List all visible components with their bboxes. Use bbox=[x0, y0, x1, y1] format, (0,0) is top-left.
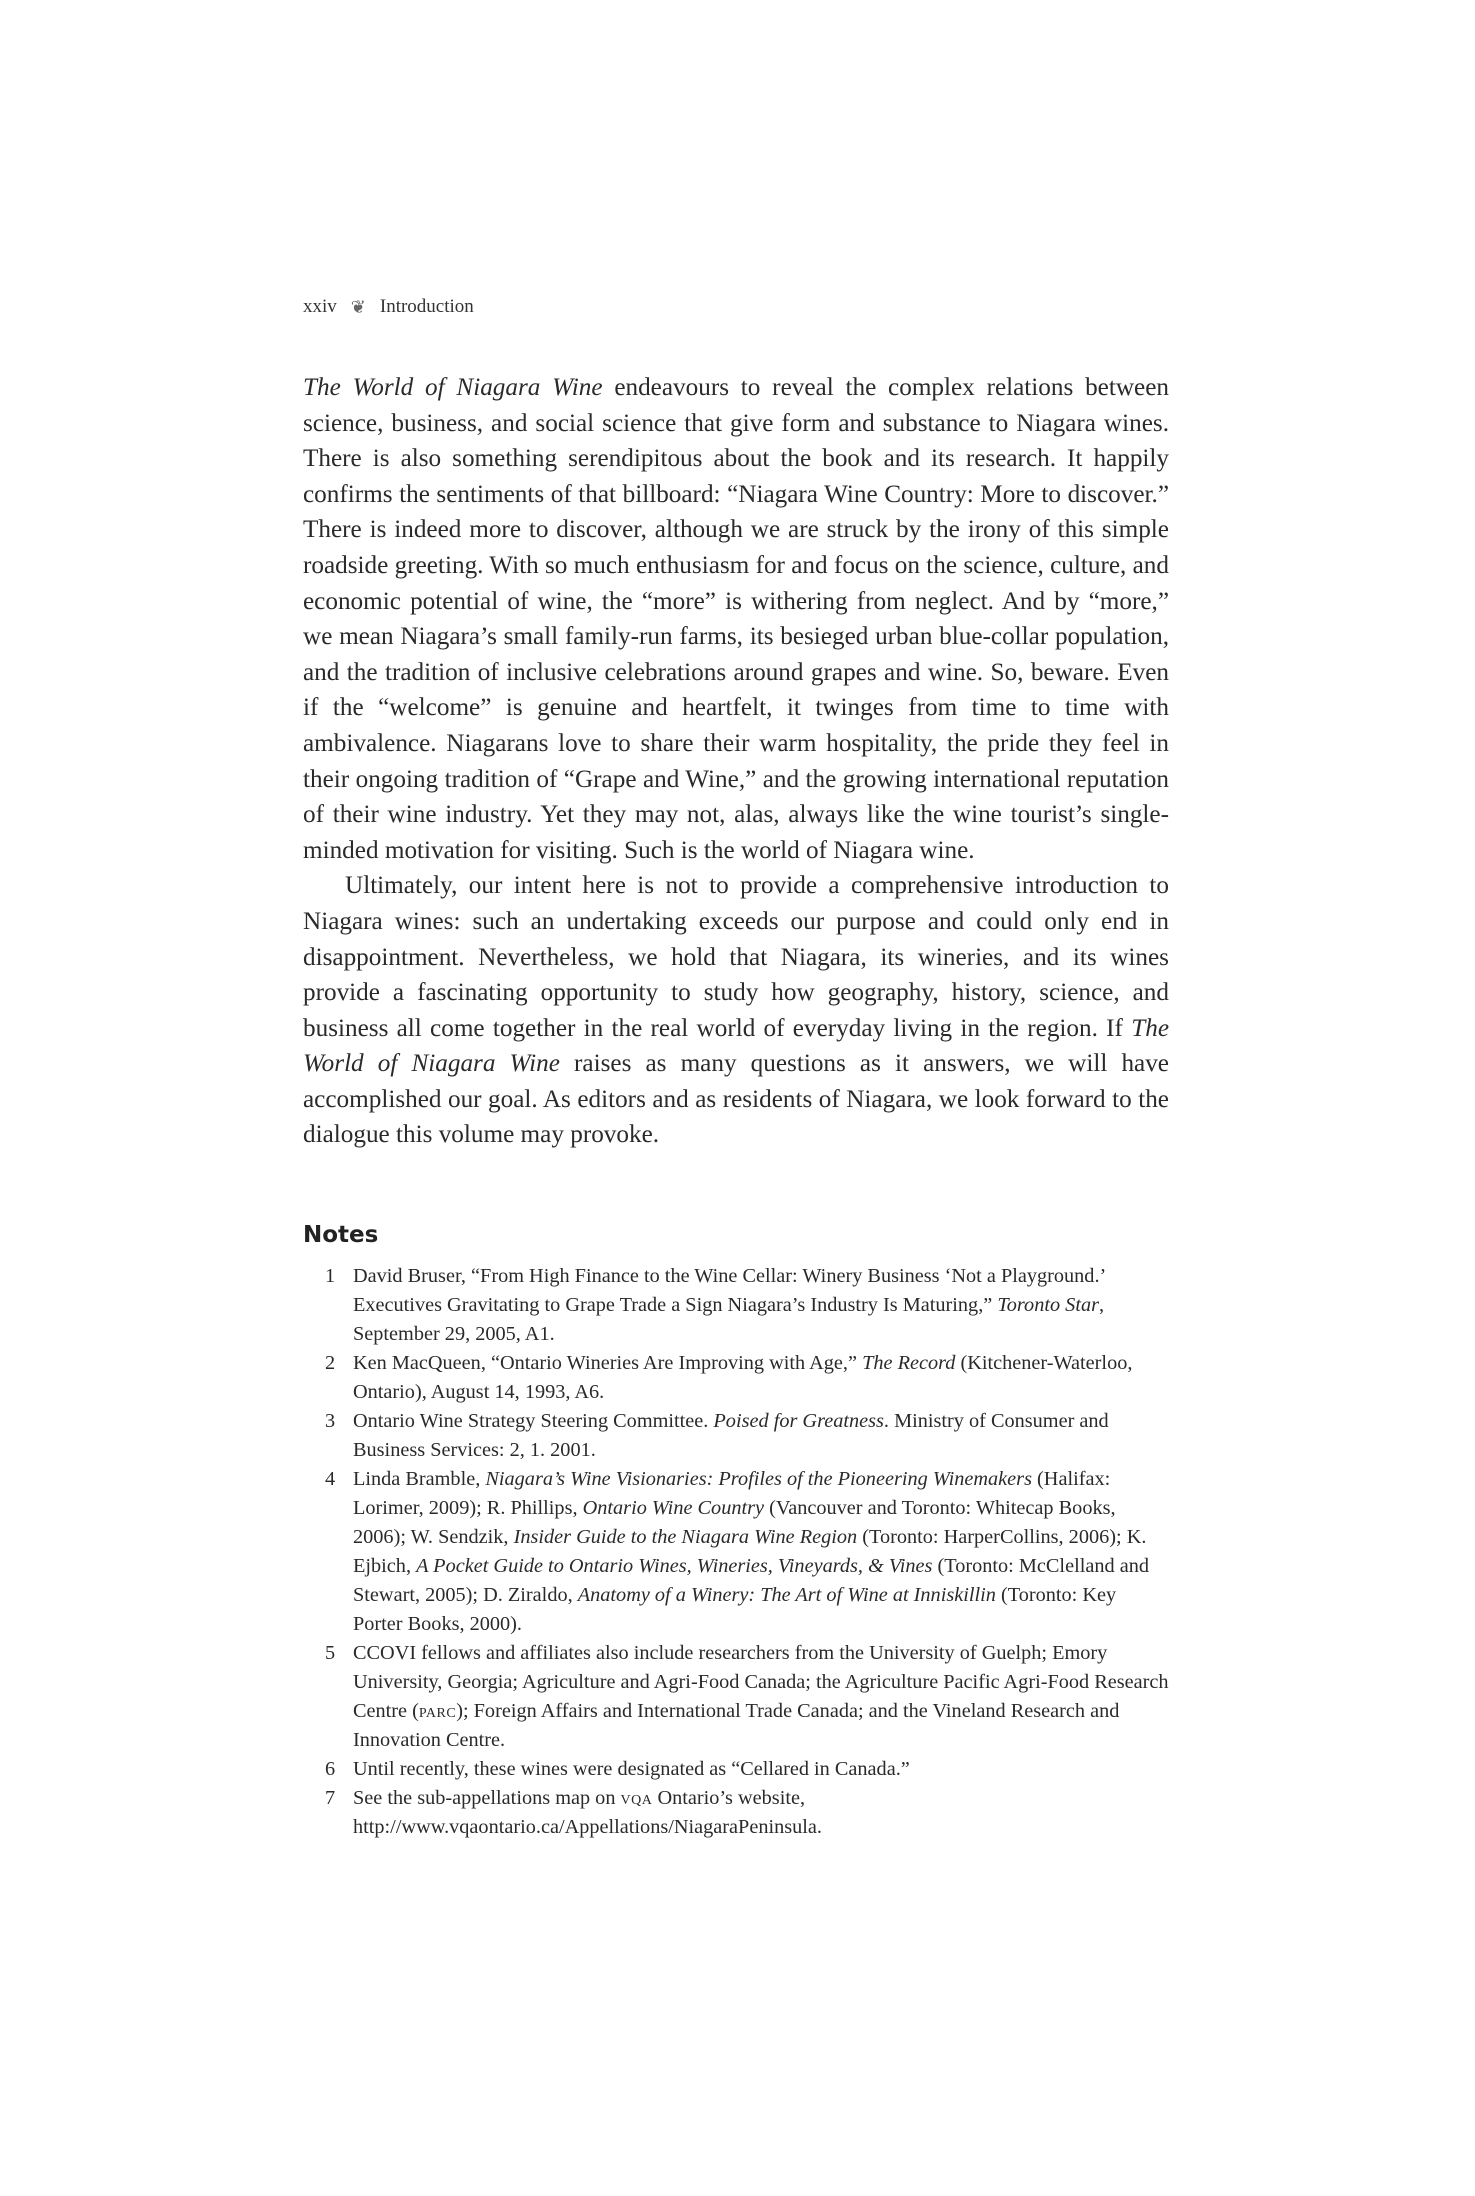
note-number: 4 bbox=[325, 1468, 336, 1490]
running-head bbox=[303, 296, 474, 318]
note-item: 4 Linda Bramble, Niagara’s Wine Visionaries: Profiles of the Pioneering Winemakers (Halifax: Lorimer, 2009); R. Phillips, Ontario Wine Country (Vancouver and Toronto: Whitecap Books, 2006); W. Sendzik, Insider Guide to the Niagara Wine Region (Toronto: HarperCollins, 2006); K. Ejbich, A Pocket Guide to Ontario Wines, Wineries, Vineyards, & Vines (Toronto: McClelland and Stewart, 2005); D. Ziraldo, Anatomy of a Winery: The Art of Wine at Inniskillin (Toronto: Key Porter Books, 2000). bbox=[303, 1465, 1169, 1639]
page-number: xxiv bbox=[303, 296, 337, 317]
fleuron-icon: ❦ bbox=[350, 296, 366, 317]
note-item: 5 CCOVI fellows and affiliates also include researchers from the University of Guelph; Emory University, Georgia; Agriculture and Agri-Food Canada; the Agriculture Pacific Agri-Food Research Centre (parc); Foreign Affairs and International Trade Canada; and the Vineland Research and Innovation Centre. bbox=[303, 1639, 1169, 1755]
note-item: 1 David Bruser, “From High Finance to the Wine Cellar: Winery Business ‘Not a Playground.’ Executives Gravitating to Grape Trade a Sign Niagara’s Industry Is Maturing,” Toronto Star, September 29, 2005, A1. bbox=[303, 1262, 1169, 1349]
note-number: 1 bbox=[325, 1265, 336, 1287]
note-number: 3 bbox=[325, 1410, 336, 1432]
book-title: The World of Niagara Wine bbox=[303, 374, 603, 401]
section-title: Introduction bbox=[379, 296, 474, 317]
note-item: 2 Ken MacQueen, “Ontario Wineries Are Improving with Age,” The Record (Kitchener-Waterloo, Ontario), August 14, 1993, A6. bbox=[303, 1349, 1169, 1407]
note-item: 7 See the sub-appellations map on vqa Ontario’s website, http://www.vqaontario.ca/Appellations/NiagaraPeninsula. bbox=[303, 1784, 1169, 1842]
book-title: The World of Niagara Wine bbox=[303, 1014, 1169, 1078]
note-number: 5 bbox=[325, 1642, 336, 1664]
note-number: 6 bbox=[325, 1758, 336, 1780]
paragraph-1: The World of Niagara Wine endeavours to reveal the complex relations between science, business, and social science that give form and substance to Niagara wines. There is also something serendipitous about the book and its research. It happily confirms the sentiments of that billboard: “Niagara Wine Country: More to discover.” There is indeed more to discover, although we are struck by the irony of this simple roadside greeting. With so much enthusiasm for and focus on the science, culture, and economic potential of wine, the “more” is withering from neglect. And by “more,” we mean Niagara’s small family-run farms, its besieged urban blue-collar population, and the tradition of inclusive celebrations around grapes and wine. So, beware. Even if the “welcome” is genuine and heartfelt, it twinges from time to time with ambivalence. Niagarans love to share their warm hospitality, the pride they feel in their ongoing tradition of “Grape and Wine,” and the growing international reputation of their wine industry. Yet they may not, alas, always like the wine tourist’s single-minded motivation for visiting. Such is the world of Niagara wine. bbox=[303, 374, 1169, 864]
paragraph-2: Ultimately, our intent here is not to provide a comprehensive introduction to Niagara wines: such an undertaking exceeds our purpose and could only end in disappointment. Nevertheless, we hold that Niagara, its wineries, and its wines provide a fascinating opportunity to study how geography, history, science, and business all come together in the real world of everyday living in the region. If The World of Niagara Wine raises as many questions as it answers, we will have accomplished our goal. As editors and as residents of Niagara, we look forward to the dialogue this volume may provoke. bbox=[303, 872, 1169, 1149]
body-text bbox=[303, 370, 1169, 1153]
notes-heading: Notes bbox=[303, 1222, 379, 1248]
note-item: 6 Until recently, these wines were designated as “Cellared in Canada.” bbox=[303, 1755, 1169, 1784]
note-item: 3 Ontario Wine Strategy Steering Committee. Poised for Greatness. Ministry of Consumer and Business Services: 2, 1. 2001. bbox=[303, 1407, 1169, 1465]
notes-list bbox=[303, 1262, 1169, 1842]
note-number: 7 bbox=[325, 1787, 336, 1809]
note-number: 2 bbox=[325, 1352, 336, 1374]
